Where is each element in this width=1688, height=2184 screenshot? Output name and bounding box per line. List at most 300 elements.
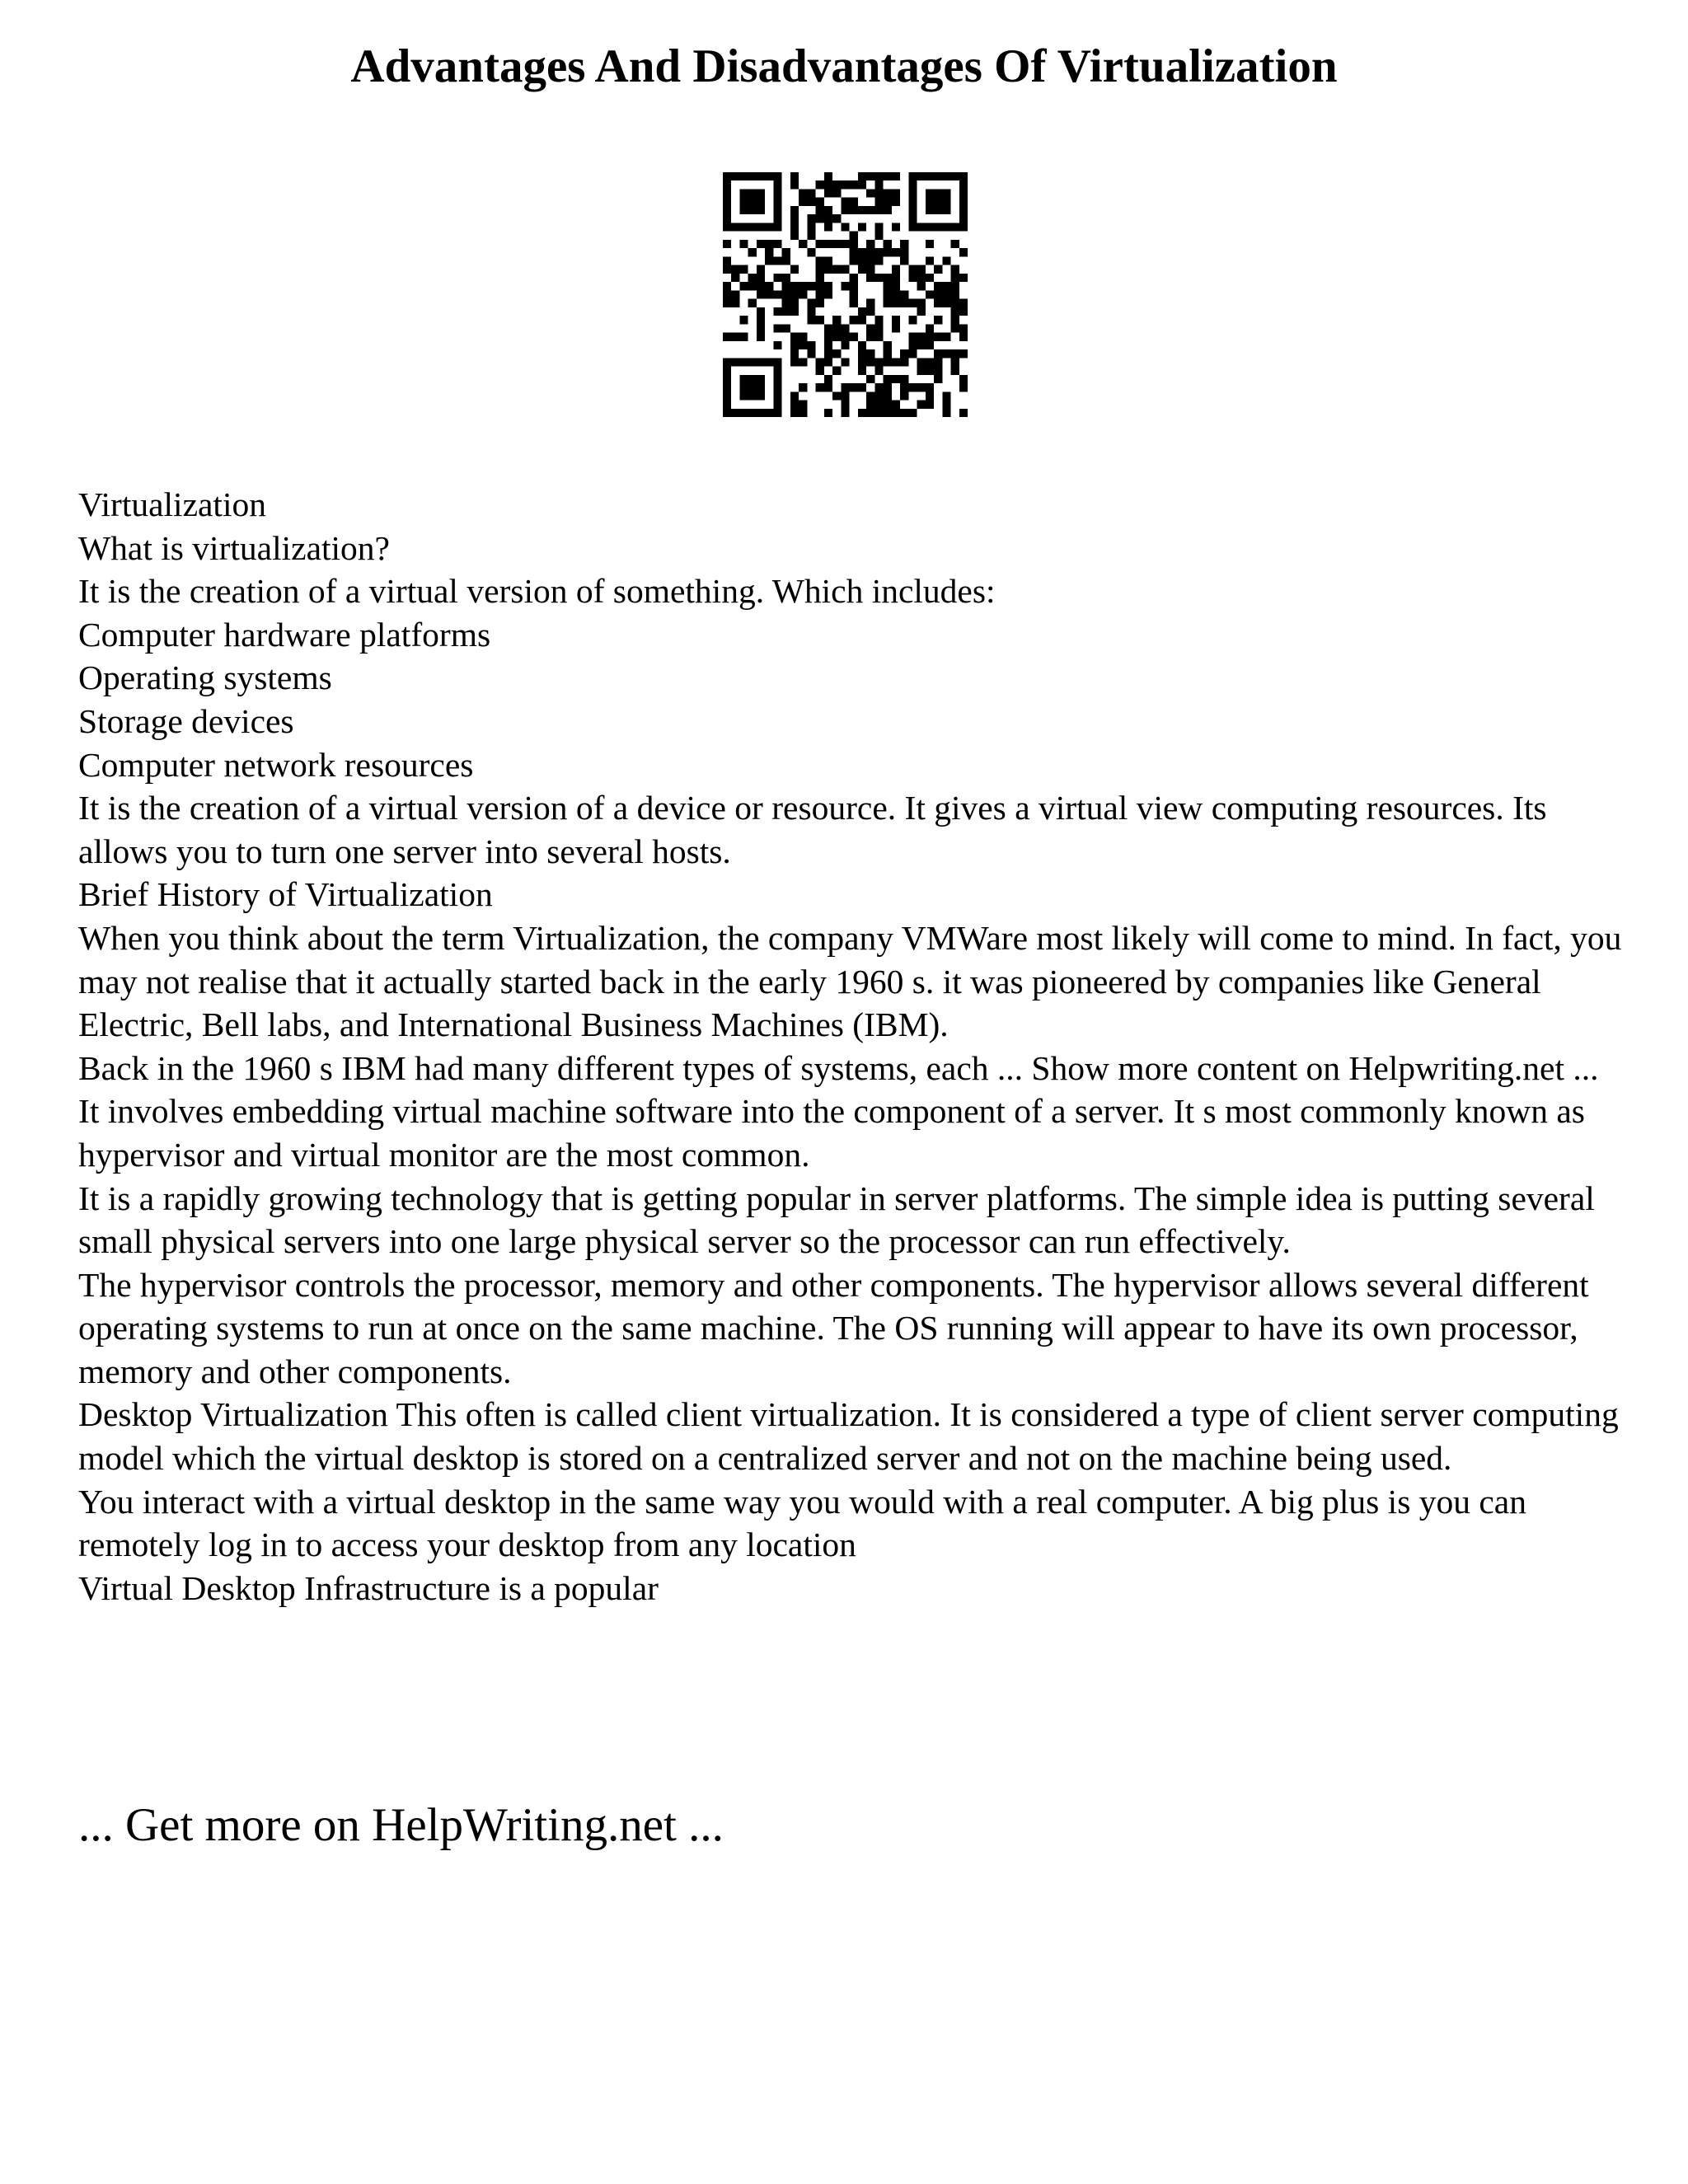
qr-module — [782, 307, 790, 316]
qr-module — [942, 401, 950, 409]
qr-module — [723, 172, 731, 180]
qr-module — [739, 240, 748, 248]
qr-module — [951, 240, 959, 248]
paragraph: Brief History of Virtualization — [78, 875, 493, 914]
qr-module — [773, 391, 781, 400]
qr-module — [892, 358, 900, 366]
qr-module — [850, 240, 858, 248]
qr-module — [926, 240, 934, 248]
qr-module — [884, 375, 892, 383]
qr-module — [850, 316, 858, 324]
qr-module — [723, 282, 731, 290]
qr-module — [850, 180, 858, 189]
qr-module — [908, 172, 917, 180]
qr-module — [824, 349, 832, 358]
qr-module — [773, 180, 781, 189]
qr-module — [739, 333, 748, 341]
qr-module — [799, 341, 807, 349]
qr-module — [773, 409, 781, 417]
qr-module — [926, 367, 934, 375]
qr-module — [824, 282, 832, 290]
qr-module — [773, 206, 781, 214]
qr-module — [731, 333, 739, 341]
qr-module — [858, 341, 866, 349]
qr-module — [739, 282, 748, 290]
qr-module — [866, 349, 874, 358]
qr-module — [884, 189, 892, 197]
qr-module — [773, 172, 781, 180]
qr-module — [934, 349, 942, 358]
qr-module — [917, 307, 926, 316]
qr-module — [892, 401, 900, 409]
qr-module — [824, 383, 832, 391]
qr-module — [850, 282, 858, 290]
qr-module — [908, 341, 917, 349]
qr-module — [959, 333, 968, 341]
qr-module — [959, 180, 968, 189]
paragraph: Back in the 1960 s IBM had many different types of systems, each ... Show more content on Helpwriting.net ... — [78, 1048, 1599, 1087]
qr-module — [866, 358, 874, 366]
qr-module — [824, 324, 832, 332]
qr-module — [874, 391, 883, 400]
paragraph: It involves embedding virtual machine software into the component of a server. It s most commonly known as hypervisor and virtual monitor are the most common. — [78, 1092, 1585, 1174]
qr-module — [807, 282, 815, 290]
qr-module — [757, 290, 765, 298]
qr-module — [824, 189, 832, 197]
qr-module — [799, 358, 807, 366]
qr-module — [874, 401, 883, 409]
qr-module — [773, 214, 781, 223]
qr-module — [858, 316, 866, 324]
qr-module — [731, 290, 739, 298]
qr-module — [832, 240, 841, 248]
qr-module — [858, 172, 866, 180]
qr-module — [790, 409, 799, 417]
qr-module — [892, 189, 900, 197]
qr-module — [731, 172, 739, 180]
qr-module — [748, 391, 757, 400]
qr-module — [824, 240, 832, 248]
qr-module — [748, 383, 757, 391]
paragraph: What is virtualization? — [78, 528, 390, 567]
qr-module — [892, 316, 900, 324]
paragraph: Computer hardware platforms — [78, 615, 491, 654]
qr-module — [884, 349, 892, 358]
qr-module — [773, 401, 781, 409]
qr-module — [748, 409, 757, 417]
qr-module — [926, 256, 934, 265]
qr-module — [942, 172, 950, 180]
qr-module — [739, 375, 748, 383]
qr-module — [959, 223, 968, 231]
qr-module — [934, 358, 942, 366]
qr-module — [748, 358, 757, 366]
qr-module — [841, 383, 849, 391]
qr-module — [723, 375, 731, 383]
qr-module — [858, 265, 866, 274]
qr-module — [782, 256, 790, 265]
qr-module — [959, 189, 968, 197]
qr-module — [926, 189, 934, 197]
qr-module — [723, 358, 731, 366]
qr-module — [866, 333, 874, 341]
qr-module — [807, 248, 815, 256]
qr-module — [892, 223, 900, 231]
qr-module — [850, 232, 858, 240]
qr-module — [790, 349, 799, 358]
qr-module — [926, 223, 934, 231]
qr-module — [917, 172, 926, 180]
qr-module — [782, 248, 790, 256]
qr-module — [934, 198, 942, 206]
qr-module — [917, 401, 926, 409]
qr-module — [832, 333, 841, 341]
qr-module — [959, 248, 968, 256]
qr-module — [900, 375, 908, 383]
qr-module — [799, 240, 807, 248]
get-more-link[interactable]: ... Get more on HelpWriting.net ... — [78, 1799, 724, 1851]
qr-module — [773, 240, 781, 248]
qr-module — [723, 256, 731, 265]
qr-module — [739, 172, 748, 180]
qr-module — [892, 375, 900, 383]
qr-module — [942, 290, 950, 298]
qr-module — [757, 383, 765, 391]
qr-module — [807, 307, 815, 316]
qr-module — [942, 349, 950, 358]
qr-module — [884, 341, 892, 349]
qr-module — [841, 223, 849, 231]
qr-module — [951, 223, 959, 231]
qr-module — [858, 349, 866, 358]
qr-module — [807, 316, 815, 324]
qr-module — [773, 358, 781, 366]
qr-module — [816, 274, 824, 282]
qr-module — [832, 189, 841, 197]
qr-module — [816, 265, 824, 274]
qr-module — [866, 307, 874, 316]
paragraph: Computer network resources — [78, 745, 474, 784]
qr-module — [959, 206, 968, 214]
qr-module — [841, 240, 849, 248]
qr-module — [731, 274, 739, 282]
qr-module — [765, 172, 773, 180]
qr-module — [773, 198, 781, 206]
qr-module — [757, 198, 765, 206]
qr-module — [959, 409, 968, 417]
qr-module — [892, 274, 900, 282]
qr-module — [866, 189, 874, 197]
qr-module — [790, 333, 799, 341]
qr-module — [959, 349, 968, 358]
qr-module — [884, 383, 892, 391]
qr-module — [892, 324, 900, 332]
qr-module — [739, 316, 748, 324]
qr-module — [816, 358, 824, 366]
qr-module — [807, 341, 815, 349]
qr-module — [757, 282, 765, 290]
qr-module — [765, 256, 773, 265]
qr-module — [824, 290, 832, 298]
qr-module — [824, 214, 832, 223]
qr-module — [951, 290, 959, 298]
qr-module — [807, 349, 815, 358]
qr-module — [816, 290, 824, 298]
qr-module — [934, 189, 942, 197]
paragraph: When you think about the term Virtualization, the company VMWare most likely will come to mind. In fact, you may not realise that it actually started back in the early 1960 s. it was pioneered by companies like General Electric, Bell labs, and International Business Machines (IBM). — [78, 918, 1622, 1044]
qr-module — [757, 206, 765, 214]
qr-module — [739, 409, 748, 417]
qr-module — [765, 358, 773, 366]
qr-module — [807, 214, 815, 223]
qr-module — [816, 256, 824, 265]
qr-module — [841, 391, 849, 400]
qr-module — [723, 206, 731, 214]
qr-module — [850, 248, 858, 256]
qr-module — [748, 198, 757, 206]
qr-module — [874, 189, 883, 197]
qr-module — [942, 282, 950, 290]
qr-module — [816, 282, 824, 290]
qr-module — [807, 299, 815, 307]
qr-module — [874, 383, 883, 391]
qr-module — [959, 214, 968, 223]
paragraph: You interact with a virtual desktop in the same way you would with a real computer. A big plus is you can remotely log in to access your desktop from any location — [78, 1482, 1526, 1564]
qr-module — [790, 299, 799, 307]
qr-module — [900, 383, 908, 391]
qr-module — [884, 401, 892, 409]
qr-module — [773, 256, 781, 265]
qr-module — [816, 240, 824, 248]
qr-module — [841, 180, 849, 189]
article-body — [78, 483, 1628, 1610]
qr-module — [850, 198, 858, 206]
qr-module — [723, 290, 731, 298]
qr-module — [934, 172, 942, 180]
qr-module — [824, 333, 832, 341]
qr-module — [765, 290, 773, 298]
qr-module — [951, 299, 959, 307]
qr-module — [790, 232, 799, 240]
qr-module — [934, 265, 942, 274]
qr-module — [723, 180, 731, 189]
qr-module — [858, 358, 866, 366]
qr-module — [731, 409, 739, 417]
qr-module — [866, 206, 874, 214]
qr-module — [942, 189, 950, 197]
qr-module — [884, 274, 892, 282]
qr-module — [942, 409, 950, 417]
qr-module — [757, 391, 765, 400]
qr-module — [841, 206, 849, 214]
qr-module — [790, 206, 799, 214]
qr-module — [799, 409, 807, 417]
qr-module — [959, 375, 968, 383]
qr-module — [790, 223, 799, 231]
qr-module — [723, 391, 731, 400]
qr-module — [731, 223, 739, 231]
qr-module — [959, 274, 968, 282]
qr-module — [917, 358, 926, 366]
qr-module — [757, 189, 765, 197]
qr-module — [884, 248, 892, 256]
qr-module — [892, 198, 900, 206]
qr-module — [824, 409, 832, 417]
qr-module — [900, 409, 908, 417]
qr-module — [858, 206, 866, 214]
qr-module — [934, 290, 942, 298]
qr-module — [832, 316, 841, 324]
paragraph: Operating systems — [78, 658, 332, 697]
qr-module — [773, 341, 781, 349]
qr-module — [824, 341, 832, 349]
qr-module — [900, 349, 908, 358]
qr-module — [874, 206, 883, 214]
qr-module — [807, 189, 815, 197]
qr-module — [773, 367, 781, 375]
qr-module — [731, 299, 739, 307]
qr-module — [908, 316, 917, 324]
qr-module — [824, 206, 832, 214]
qr-module — [816, 214, 824, 223]
qr-module — [723, 383, 731, 391]
qr-module — [765, 240, 773, 248]
qr-module — [765, 248, 773, 256]
qr-module — [723, 223, 731, 231]
qr-module — [832, 214, 841, 223]
qr-module — [773, 223, 781, 231]
qr-module — [884, 198, 892, 206]
qr-module — [908, 409, 917, 417]
qr-module — [723, 265, 731, 274]
qr-module — [765, 409, 773, 417]
qr-module — [884, 290, 892, 298]
paragraph: It is the creation of a virtual version of a device or resource. It gives a virtual view computing resources. Its allows you to turn one server into several hosts. — [78, 789, 1547, 870]
qr-module — [892, 290, 900, 298]
qr-module — [858, 223, 866, 231]
qr-module — [908, 214, 917, 223]
qr-module — [790, 172, 799, 180]
qr-module — [942, 299, 950, 307]
qr-module — [799, 189, 807, 197]
qr-module — [799, 198, 807, 206]
qr-module — [723, 198, 731, 206]
qr-module — [841, 341, 849, 349]
qr-module — [908, 223, 917, 231]
qr-module — [917, 274, 926, 282]
paragraph: It is the creation of a virtual version of something. Which includes: — [78, 572, 996, 611]
paragraph: Virtualization — [78, 485, 266, 523]
qr-module — [884, 299, 892, 307]
qr-module — [807, 198, 815, 206]
qr-module — [951, 324, 959, 332]
qr-module — [884, 358, 892, 366]
qr-module — [884, 172, 892, 180]
qr-module — [748, 223, 757, 231]
qr-module — [807, 223, 815, 231]
qr-module — [874, 223, 883, 231]
qr-module — [790, 307, 799, 316]
qr-module — [892, 265, 900, 274]
qr-module — [926, 401, 934, 409]
qr-module — [951, 367, 959, 375]
qr-module — [832, 391, 841, 400]
qr-module — [866, 401, 874, 409]
qr-module — [951, 282, 959, 290]
qr-module — [892, 299, 900, 307]
qr-module — [773, 324, 781, 332]
qr-module — [934, 367, 942, 375]
qr-module — [884, 240, 892, 248]
qr-module — [850, 333, 858, 341]
qr-module — [723, 401, 731, 409]
qr-module — [884, 391, 892, 400]
qr-module — [850, 206, 858, 214]
qr-module — [934, 316, 942, 324]
qr-module — [951, 349, 959, 358]
qr-module — [841, 282, 849, 290]
qr-module — [959, 172, 968, 180]
qr-module — [748, 375, 757, 383]
qr-module — [782, 282, 790, 290]
qr-module — [874, 232, 883, 240]
qr-module — [816, 206, 824, 214]
qr-module — [900, 248, 908, 256]
qr-module — [874, 198, 883, 206]
qr-module — [926, 341, 934, 349]
qr-module — [926, 383, 934, 391]
qr-module — [757, 274, 765, 282]
qr-module — [866, 409, 874, 417]
qr-module — [858, 383, 866, 391]
qr-module — [850, 290, 858, 298]
qr-module — [908, 180, 917, 189]
qr-module — [782, 299, 790, 307]
qr-module — [748, 299, 757, 307]
qr-module — [757, 265, 765, 274]
qr-module — [739, 198, 748, 206]
qr-module — [866, 299, 874, 307]
qr-module — [799, 290, 807, 298]
qr-module — [874, 358, 883, 366]
qr-module — [934, 206, 942, 214]
qr-module — [884, 282, 892, 290]
qr-module — [748, 282, 757, 290]
qr-module — [748, 274, 757, 282]
paragraph: The hypervisor controls the processor, memory and other components. The hypervisor allows several different operating systems to run at once on the same machine. The OS running will appear to have its own processor, memory and other components. — [78, 1265, 1589, 1390]
qr-module — [908, 274, 917, 282]
qr-module — [866, 240, 874, 248]
qr-module — [917, 282, 926, 290]
qr-module — [790, 180, 799, 189]
qr-module — [824, 172, 832, 180]
qr-module — [908, 265, 917, 274]
qr-module — [739, 358, 748, 366]
qr-module — [782, 274, 790, 282]
qr-module — [942, 391, 950, 400]
qr-module — [892, 172, 900, 180]
qr-module — [874, 409, 883, 417]
qr-module — [892, 282, 900, 290]
qr-module — [739, 223, 748, 231]
qr-module — [942, 206, 950, 214]
qr-module — [858, 409, 866, 417]
qr-module — [799, 333, 807, 341]
qr-module — [757, 240, 765, 248]
qr-module — [739, 265, 748, 274]
qr-module — [832, 349, 841, 358]
qr-module — [841, 333, 849, 341]
